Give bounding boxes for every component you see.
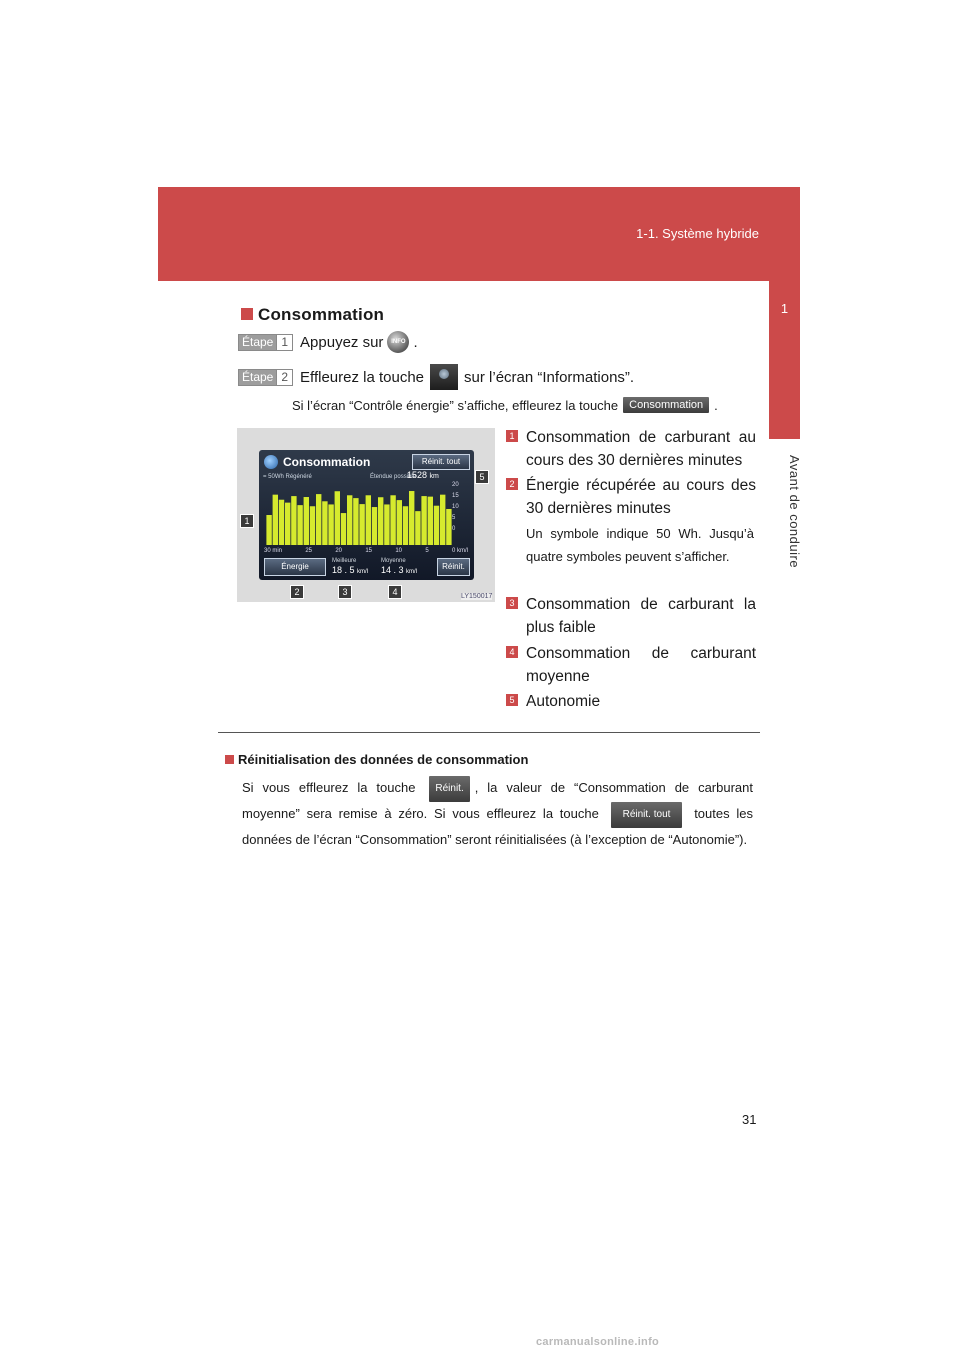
- step-note: [292, 397, 718, 413]
- consumption-bar: [279, 500, 284, 545]
- reset-button: Réinit.: [437, 558, 470, 576]
- reset-heading: Réinitialisation des données de consommation: [225, 752, 528, 767]
- section-divider: [218, 732, 760, 733]
- consumption-bars: [266, 483, 452, 545]
- consumption-bar: [341, 513, 346, 545]
- consumption-bar: [421, 496, 426, 545]
- step-badge: [238, 369, 293, 386]
- consumption-bar: [390, 495, 395, 545]
- y-axis-labels: 20 15 10 5 0: [452, 482, 459, 532]
- heading-text: Consommation: [258, 305, 385, 324]
- legend-note: Un symbole indique 50 Wh. Jusqu’à quatre symboles peuvent s’afficher.: [526, 526, 754, 564]
- consommation-button-chip: Consommation: [623, 397, 709, 413]
- reinit-button-chip: Réinit.: [429, 776, 469, 802]
- consumption-bar: [291, 496, 296, 545]
- range-readout: 1528 km: [407, 470, 439, 480]
- bars-svg: [266, 483, 452, 545]
- consumption-bar: [403, 506, 408, 545]
- screen-title: Consommation: [264, 455, 370, 469]
- callout-3: 3: [338, 585, 352, 599]
- step-text-end: sur l’écran “Informations”.: [464, 368, 635, 386]
- consumption-bar: [372, 507, 377, 545]
- consumption-bar: [273, 495, 278, 545]
- step-number: 1: [276, 335, 292, 350]
- consumption-bar: [378, 497, 383, 545]
- step-text-end: .: [413, 333, 418, 351]
- consumption-bar: [322, 501, 327, 545]
- reset-paragraph: Si vous effleurez la touche Réinit. , la valeur de “Consommation de carburant moyenne” sera remise à zéro. Si vous effleurez la touche Réinit. tout toutes les données de l’écran “Consommation” seront réinitialisées (à l’exception de “Autonomie”).: [242, 776, 753, 852]
- step-1: [238, 331, 418, 353]
- note-text: Si l’écran “Contrôle énergie” s’affiche, effleurez la touche: [292, 397, 619, 413]
- x-axis-labels: 30 min 25 20 15 10 5 0 km/l: [264, 548, 468, 554]
- legend-item-3: 3 Consommation de carburant la plus faible: [506, 593, 756, 639]
- watermark: carmanualsonline.info: [536, 1336, 660, 1348]
- chapter-number: 1: [780, 301, 789, 316]
- step-number: 2: [276, 370, 292, 385]
- consumption-bar: [440, 495, 445, 545]
- step-badge: [238, 334, 293, 351]
- callout-1: 1: [240, 514, 254, 528]
- consumption-bar: [384, 504, 389, 545]
- consumption-bar: [415, 511, 420, 545]
- note-text-end: .: [714, 397, 718, 413]
- consumption-bar: [310, 506, 315, 545]
- callout-4: 4: [388, 585, 402, 599]
- reset-all-button: Réinit. tout: [412, 454, 470, 470]
- section-heading: [241, 305, 384, 325]
- section-title: 1-1. Système hybride: [636, 226, 759, 241]
- consumption-bar: [366, 495, 371, 545]
- consumption-bar: [335, 491, 340, 545]
- consumption-bar: [397, 500, 402, 545]
- chapter-tab: [769, 281, 800, 439]
- figure-code: LY150017: [461, 593, 493, 600]
- range-label: Étendue possible: [370, 474, 417, 480]
- chapter-label: Avant de conduire: [787, 455, 802, 569]
- legend-item-1: 1 Consommation de carburant au cours des 30 dernières minutes: [506, 426, 756, 472]
- legend-item-5: 5 Autonomie: [506, 690, 756, 713]
- consumption-bar: [434, 506, 439, 545]
- consumption-bar: [328, 504, 333, 545]
- step-word: Étape: [239, 370, 276, 385]
- best-label: Meilleure: [332, 558, 357, 564]
- step-word: Étape: [239, 335, 276, 350]
- callout-5: 5: [475, 470, 489, 484]
- consumption-bar: [428, 497, 433, 545]
- step-text: Effleurez la touche: [300, 368, 425, 386]
- consumption-bar: [409, 491, 414, 545]
- consumption-bar: [347, 495, 352, 545]
- avg-label: Moyenne: [381, 558, 406, 564]
- consumption-bar: [304, 497, 309, 545]
- page-number: 31: [742, 1112, 757, 1127]
- globe-icon: [264, 455, 278, 469]
- square-bullet-icon: [241, 308, 253, 320]
- callout-2: 2: [290, 585, 304, 599]
- consumption-bar: [266, 515, 271, 545]
- consumption-bar: [285, 503, 290, 545]
- step-text: Appuyez sur: [300, 333, 384, 351]
- best-value: 18 . 5 km/l: [332, 565, 369, 575]
- reinit-all-button-chip: Réinit. tout: [611, 802, 683, 828]
- consumption-bar: [359, 504, 364, 545]
- regen-legend: = 50Wh Régénéré: [263, 474, 312, 480]
- avg-value: 14 . 3 km/l: [381, 565, 418, 575]
- energy-button: Énergie: [264, 558, 326, 576]
- consumption-bar: [353, 498, 358, 545]
- legend-item-4: 4 Consommation de carburant moyenne: [506, 642, 756, 688]
- info-button-icon: INFO: [387, 331, 409, 353]
- consumption-bar: [446, 509, 451, 545]
- legend-item-2: 2 Énergie récupérée au cours des 30 dernières minutes: [506, 474, 756, 520]
- square-bullet-icon: [225, 755, 234, 764]
- consumption-bar: [316, 494, 321, 545]
- consumption-bar: [297, 505, 302, 545]
- trip-info-button-icon: [430, 364, 458, 390]
- step-2: [238, 364, 634, 390]
